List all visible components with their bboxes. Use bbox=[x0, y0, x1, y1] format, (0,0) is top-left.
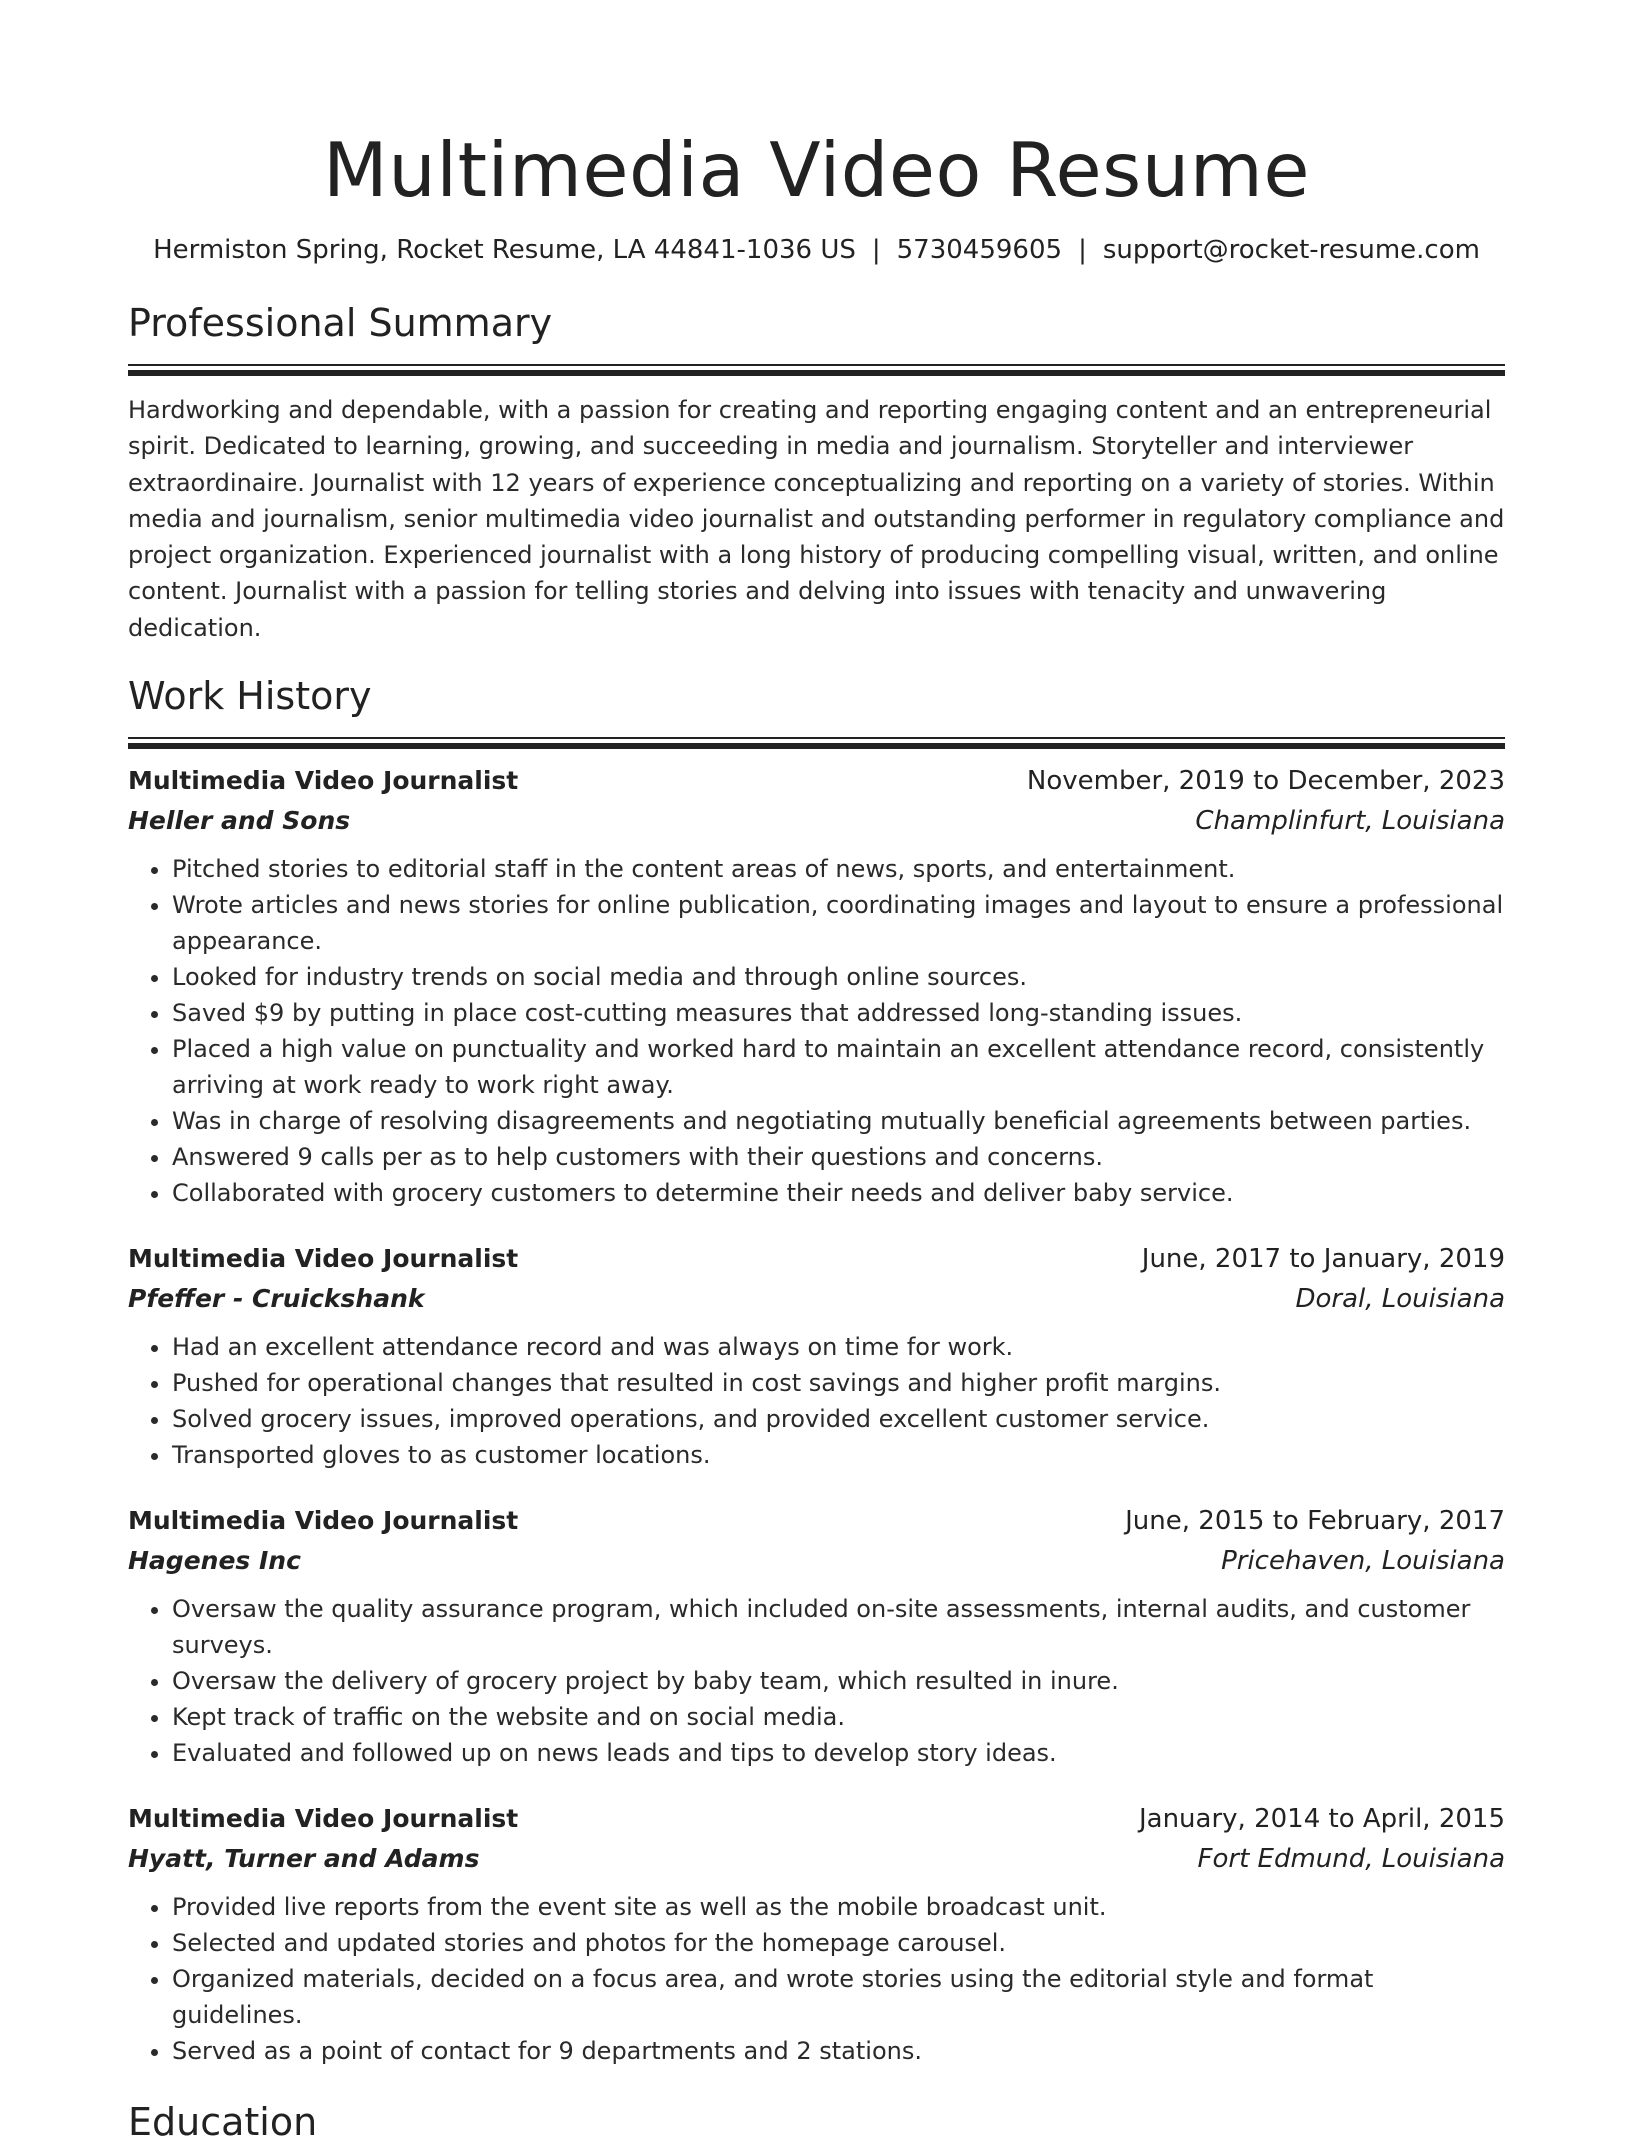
job-entry bbox=[128, 1501, 1505, 1771]
job-bullet: • Selected and updated stories and photos for the homepage carousel. bbox=[172, 1925, 1505, 1961]
job-location: Champlinfurt, Louisiana bbox=[1195, 806, 1505, 837]
section-divider bbox=[128, 364, 1505, 374]
job-entry bbox=[128, 1799, 1505, 2069]
resume-page bbox=[128, 0, 1505, 2147]
job-bullets bbox=[128, 1591, 1505, 1771]
section-title-work: Work History bbox=[128, 674, 372, 719]
job-company: Hagenes Inc bbox=[128, 1546, 301, 1576]
job-bullet: • Collaborated with grocery customers to determine their needs and deliver baby service. bbox=[172, 1175, 1505, 1211]
job-entry bbox=[128, 1239, 1505, 1473]
job-bullet: • Transported gloves to as customer locations. bbox=[172, 1437, 1505, 1473]
job-bullet: • Wrote articles and news stories for online publication, coordinating images and layout to ensure a professional appearance. bbox=[172, 887, 1505, 959]
contact-email: support@rocket-resume.com bbox=[1102, 235, 1480, 265]
job-bullet: • Saved $9 by putting in place cost-cutting measures that addressed long-standing issues. bbox=[172, 995, 1505, 1031]
job-bullet: • Looked for industry trends on social media and through online sources. bbox=[172, 959, 1505, 995]
education-section bbox=[128, 2097, 1505, 2147]
job-bullets bbox=[128, 1329, 1505, 1473]
resume-name: Multimedia Video Resume bbox=[323, 126, 1310, 214]
job-dates: November, 2019 to December, 2023 bbox=[1026, 766, 1505, 797]
section-title-summary: Professional Summary bbox=[128, 301, 553, 345]
summary-section bbox=[128, 298, 1505, 646]
job-bullet: • Oversaw the delivery of grocery project by baby team, which resulted in inure. bbox=[172, 1663, 1505, 1699]
job-bullet: • Answered 9 calls per as to help customers with their questions and concerns. bbox=[172, 1139, 1505, 1175]
job-location: Pricehaven, Louisiana bbox=[1221, 1546, 1505, 1577]
contact-phone: 5730459605 bbox=[896, 235, 1063, 265]
contact-address: Hermiston Spring, Rocket Resume, LA 44841-1036 US bbox=[153, 235, 856, 265]
job-entry bbox=[128, 761, 1505, 1211]
job-bullet: • Oversaw the quality assurance program, which included on-site assessments, internal audits, and customer surveys. bbox=[172, 1591, 1505, 1663]
job-title: Multimedia Video Journalist bbox=[128, 1804, 519, 1834]
job-bullet: • Evaluated and followed up on news leads and tips to develop story ideas. bbox=[172, 1735, 1505, 1771]
job-company: Hyatt, Turner and Adams bbox=[128, 1844, 480, 1874]
job-title: Multimedia Video Journalist bbox=[128, 766, 519, 796]
job-dates: June, 2015 to February, 2017 bbox=[1125, 1506, 1505, 1537]
summary-text: Hardworking and dependable, with a passion for creating and reporting engaging content and an entrepreneurial spirit. Dedicated to learning, growing, and succeeding in media and journalism. Storyteller and interviewer extraordinaire. Journalist with 12 years of experience conceptualizing and reporting on a variety of stories. Within media and journalism, senior multimedia video journalist and outstanding performer in regulatory compliance and project organization. Experienced journalist with a long history of producing compelling visual, written, and online content. Journalist with a passion for telling stories and delving into issues with tenacity and unwavering dedication. bbox=[128, 396, 1505, 642]
job-bullet: • Pitched stories to editorial staff in the content areas of news, sports, and entertainment. bbox=[172, 851, 1505, 887]
job-title: Multimedia Video Journalist bbox=[128, 1506, 519, 1536]
job-bullet: • Pushed for operational changes that resulted in cost savings and higher profit margins. bbox=[172, 1365, 1505, 1401]
job-bullet: • Provided live reports from the event site as well as the mobile broadcast unit. bbox=[172, 1889, 1505, 1925]
job-bullet: • Kept track of traffic on the website and on social media. bbox=[172, 1699, 1505, 1735]
job-bullet: • Organized materials, decided on a focus area, and wrote stories using the editorial style and format guidelines. bbox=[172, 1961, 1505, 2033]
contact-separator: | bbox=[1078, 235, 1087, 265]
job-bullets bbox=[128, 1889, 1505, 2069]
job-bullet: • Solved grocery issues, improved operations, and provided excellent customer service. bbox=[172, 1401, 1505, 1437]
section-divider bbox=[128, 737, 1505, 747]
job-bullet: • Served as a point of contact for 9 departments and 2 stations. bbox=[172, 2033, 1505, 2069]
job-company: Heller and Sons bbox=[128, 806, 351, 836]
job-dates: January, 2014 to April, 2015 bbox=[1138, 1804, 1505, 1835]
job-company: Pfeffer - Cruickshank bbox=[128, 1284, 425, 1314]
job-title: Multimedia Video Journalist bbox=[128, 1244, 519, 1274]
job-bullets bbox=[128, 851, 1505, 1211]
job-location: Doral, Louisiana bbox=[1295, 1284, 1505, 1315]
work-section bbox=[128, 671, 1505, 2069]
contact-line bbox=[128, 232, 1505, 268]
job-location: Fort Edmund, Louisiana bbox=[1197, 1844, 1505, 1875]
contact-separator: | bbox=[871, 235, 881, 265]
job-dates: June, 2017 to January, 2019 bbox=[1141, 1244, 1505, 1275]
job-bullet: • Was in charge of resolving disagreements and negotiating mutually beneficial agreements between parties. bbox=[172, 1103, 1505, 1139]
job-bullet: • Had an excellent attendance record and was always on time for work. bbox=[172, 1329, 1505, 1365]
job-bullet: • Placed a high value on punctuality and worked hard to maintain an excellent attendance record, consistently arriving at work ready to work right away. bbox=[172, 1031, 1505, 1103]
section-title-education: Education bbox=[128, 2100, 318, 2145]
